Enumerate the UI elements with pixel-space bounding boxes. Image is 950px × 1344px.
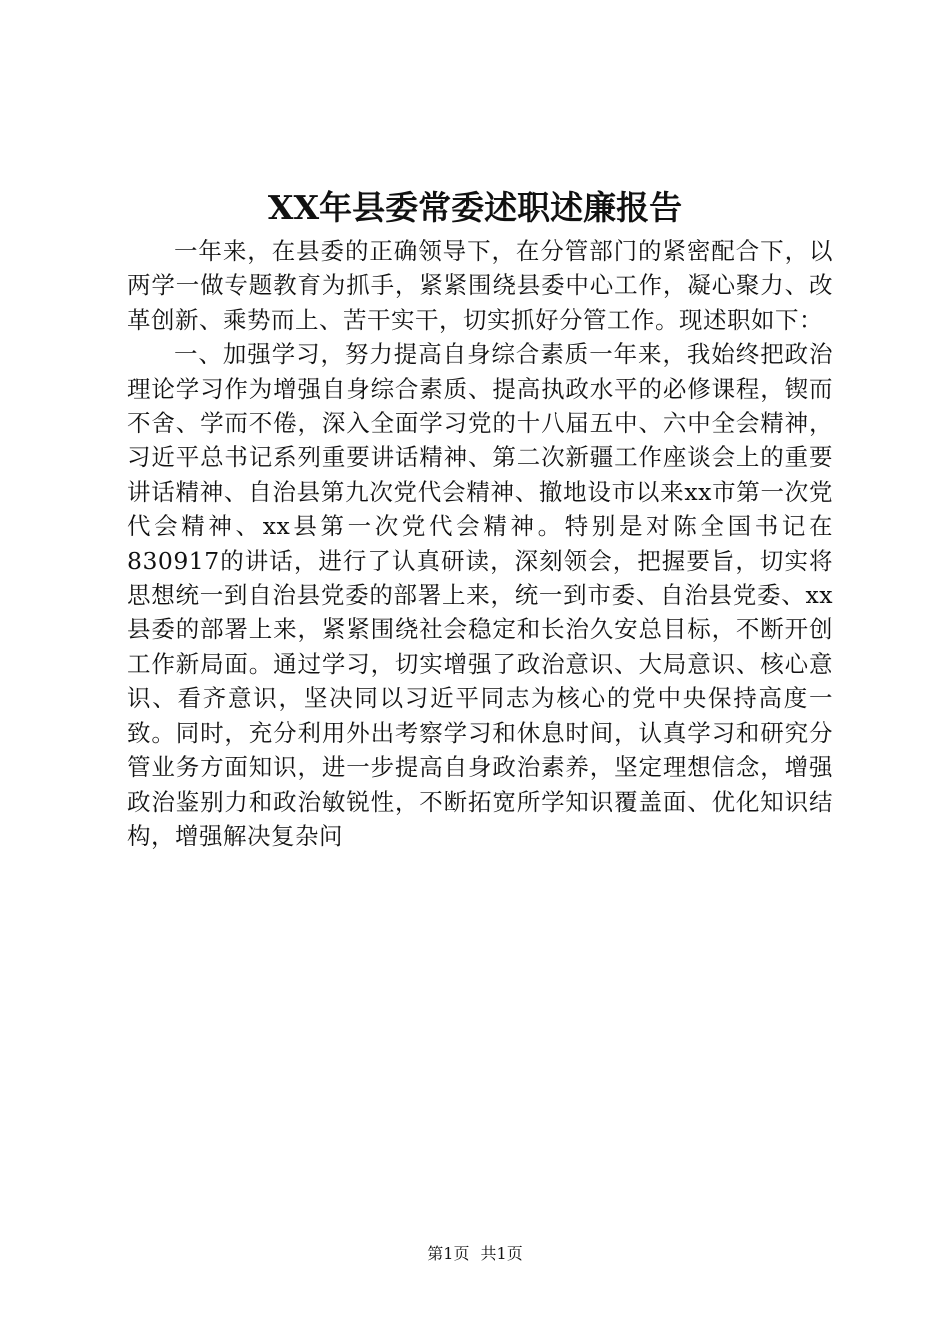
paragraph-study: 一、加强学习，努力提高自身综合素质一年来，我始终把政治理论学习作为增强自身综合素质、提高执政水平的必修课程，锲而不舍、学而不倦，深入全面学习党的十八届五中、六中全会精神，习近平总书记系列重要讲话精神、第二次新疆工作座谈会上的重要讲话精神、自治县第九次党代会精神、撤地设市以来xx市第一次党代会精神、xx县第一次党代会精神。特别是对陈全国书记在830917的讲话，进行了认真研读，深刻领会，把握要旨，切实将思想统一到自治县党委的部署上来，统一到市委、自治县党委、xx县委的部署上来，紧紧围绕社会稳定和长治久安总目标，不断开创工作新局面。通过学习，切实增强了政治意识、大局意识、核心意识、看齐意识，坚决同以习近平同志为核心的党中央保持高度一致。同时，充分利用外出考察学习和休息时间，认真学习和研究分管业务方面知识，进一步提高自身政治素养，坚定理想信念，增强政治鉴别力和政治敏锐性，不断拓宽所学知识覆盖面、优化知识结构，增强解决复杂问 — [127, 340, 833, 850]
page-footer — [0, 1242, 950, 1266]
page-total: 共1页 — [480, 1244, 523, 1263]
paragraph-intro: 一年来，在县委的正确领导下，在分管部门的紧密配合下，以两学一做专题教育为抓手，紧紧围绕县委中心工作，凝心聚力、改革创新、乘势而上、苦干实干，切实抓好分管工作。现述职如下： — [127, 237, 833, 334]
document-body — [127, 234, 833, 853]
page-number: 第1页 — [427, 1244, 470, 1263]
document-title: XX年县委常委述职述廉报告 — [267, 188, 683, 227]
